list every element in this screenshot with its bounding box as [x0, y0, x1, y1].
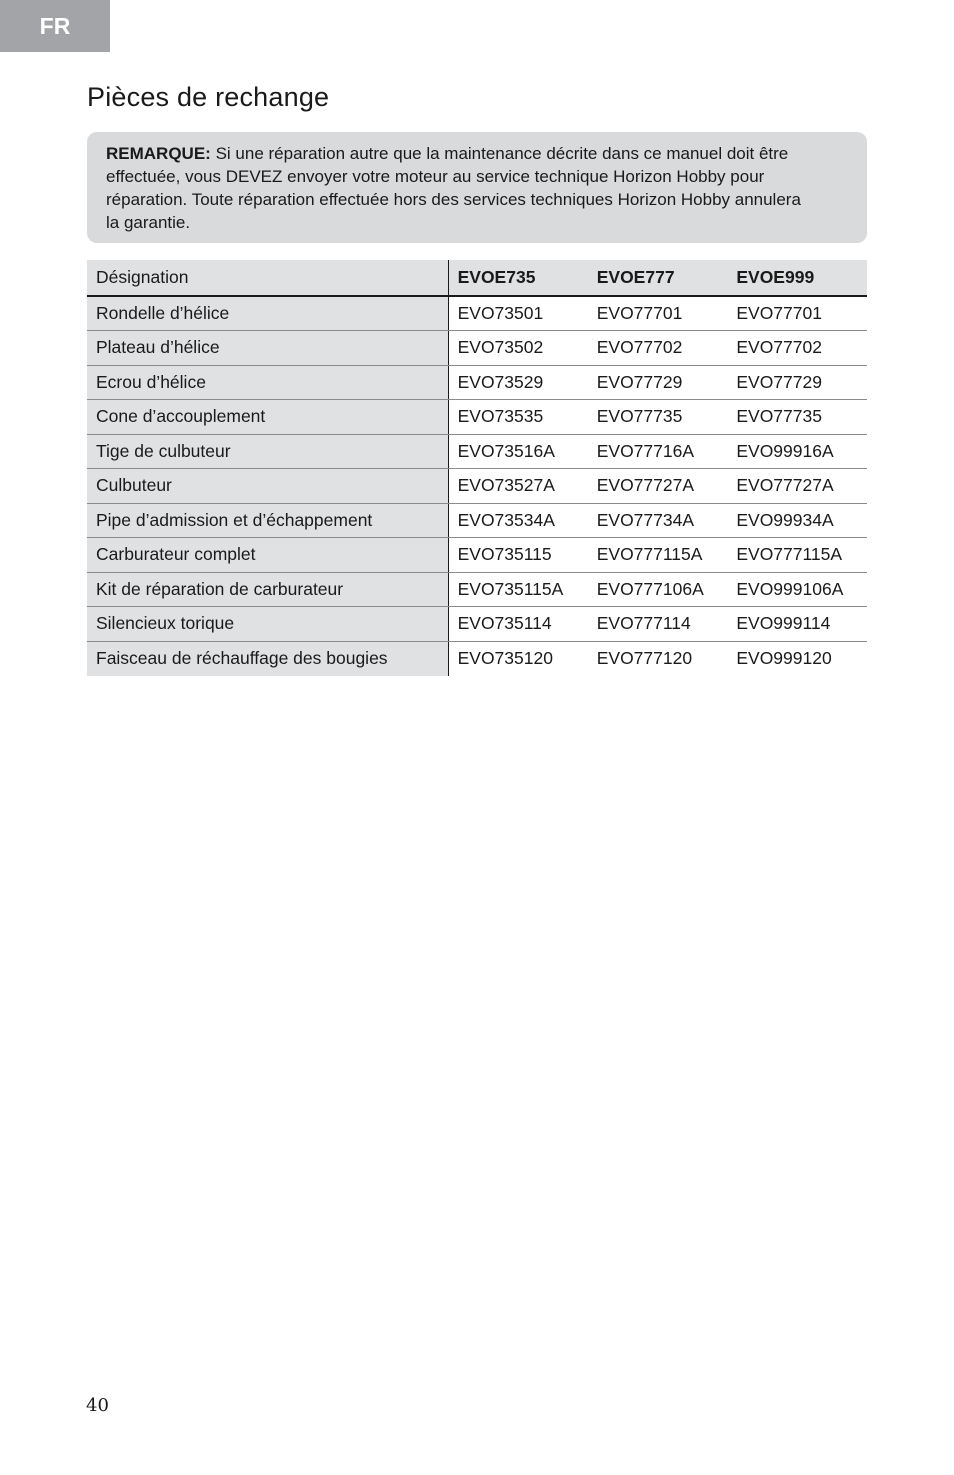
row-part-evoe999: EVO99916A: [727, 434, 867, 469]
table-row: [87, 503, 867, 538]
row-part-evoe735: EVO73516A: [448, 434, 588, 469]
row-part-evoe777: EVO777106A: [588, 572, 728, 607]
row-part-evoe735: EVO735115A: [448, 572, 588, 607]
row-designation: Carburateur complet: [87, 538, 448, 573]
row-designation: Culbuteur: [87, 469, 448, 504]
row-designation: Plateau d’hélice: [87, 331, 448, 366]
row-part-evoe735: EVO73535: [448, 400, 588, 435]
row-part-evoe777: EVO77735: [588, 400, 728, 435]
row-part-evoe735: EVO73527A: [448, 469, 588, 504]
row-part-evoe777: EVO777114: [588, 607, 728, 642]
table-row: [87, 572, 867, 607]
table-row: [87, 331, 867, 366]
header-evoe777: EVOE777: [588, 260, 728, 296]
row-part-evoe999: EVO77727A: [727, 469, 867, 504]
row-part-evoe999: EVO999114: [727, 607, 867, 642]
table-row: [87, 434, 867, 469]
row-part-evoe999: EVO999120: [727, 641, 867, 676]
row-part-evoe777: EVO77702: [588, 331, 728, 366]
row-part-evoe735: EVO73502: [448, 331, 588, 366]
row-part-evoe735: EVO73501: [448, 296, 588, 331]
row-designation: Tige de culbuteur: [87, 434, 448, 469]
header-evoe999: EVOE999: [727, 260, 867, 296]
row-part-evoe999: EVO999106A: [727, 572, 867, 607]
row-part-evoe735: EVO73529: [448, 365, 588, 400]
table-row: [87, 296, 867, 331]
header-designation: Désignation: [87, 260, 448, 296]
row-designation: Silencieux torique: [87, 607, 448, 642]
row-part-evoe735: EVO735115: [448, 538, 588, 573]
row-part-evoe735: EVO735114: [448, 607, 588, 642]
spare-parts-table: [87, 260, 867, 676]
row-part-evoe735: EVO735120: [448, 641, 588, 676]
row-designation: Ecrou d’hélice: [87, 365, 448, 400]
page-number: 40: [86, 1395, 109, 1416]
row-part-evoe777: EVO77734A: [588, 503, 728, 538]
row-designation: Faisceau de réchauffage des bougies: [87, 641, 448, 676]
row-part-evoe777: EVO77729: [588, 365, 728, 400]
row-designation: Kit de réparation de carburateur: [87, 572, 448, 607]
table-row: [87, 538, 867, 573]
row-part-evoe999: EVO99934A: [727, 503, 867, 538]
page-title: Pièces de rechange: [87, 82, 330, 112]
row-part-evoe999: EVO777115A: [727, 538, 867, 573]
row-part-evoe777: EVO77701: [588, 296, 728, 331]
row-part-evoe777: EVO77716A: [588, 434, 728, 469]
table-row: [87, 607, 867, 642]
note-label: REMARQUE:: [106, 144, 211, 163]
table-row: [87, 469, 867, 504]
row-part-evoe777: EVO777115A: [588, 538, 728, 573]
table-row: [87, 365, 867, 400]
row-part-evoe735: EVO73534A: [448, 503, 588, 538]
row-part-evoe999: EVO77702: [727, 331, 867, 366]
row-designation: Pipe d’admission et d’échappement: [87, 503, 448, 538]
row-designation: Cone d’accouplement: [87, 400, 448, 435]
header-evoe735: EVOE735: [448, 260, 588, 296]
table-header-row: [87, 260, 867, 296]
row-part-evoe999: EVO77735: [727, 400, 867, 435]
table-row: [87, 641, 867, 676]
row-part-evoe777: EVO77727A: [588, 469, 728, 504]
row-part-evoe999: EVO77729: [727, 365, 867, 400]
language-tab: FR: [0, 0, 110, 52]
note-box: [87, 132, 867, 243]
row-part-evoe777: EVO777120: [588, 641, 728, 676]
row-part-evoe999: EVO77701: [727, 296, 867, 331]
row-designation: Rondelle d’hélice: [87, 296, 448, 331]
table-row: [87, 400, 867, 435]
note-text: Si une réparation autre que la maintenance décrite dans ce manuel doit être effectuée, vous DEVEZ envoyer votre moteur au service technique Horizon Hobby pour réparation. Toute réparation effectuée hors des services techniques Horizon Hobby annulera la garantie.: [106, 144, 801, 232]
